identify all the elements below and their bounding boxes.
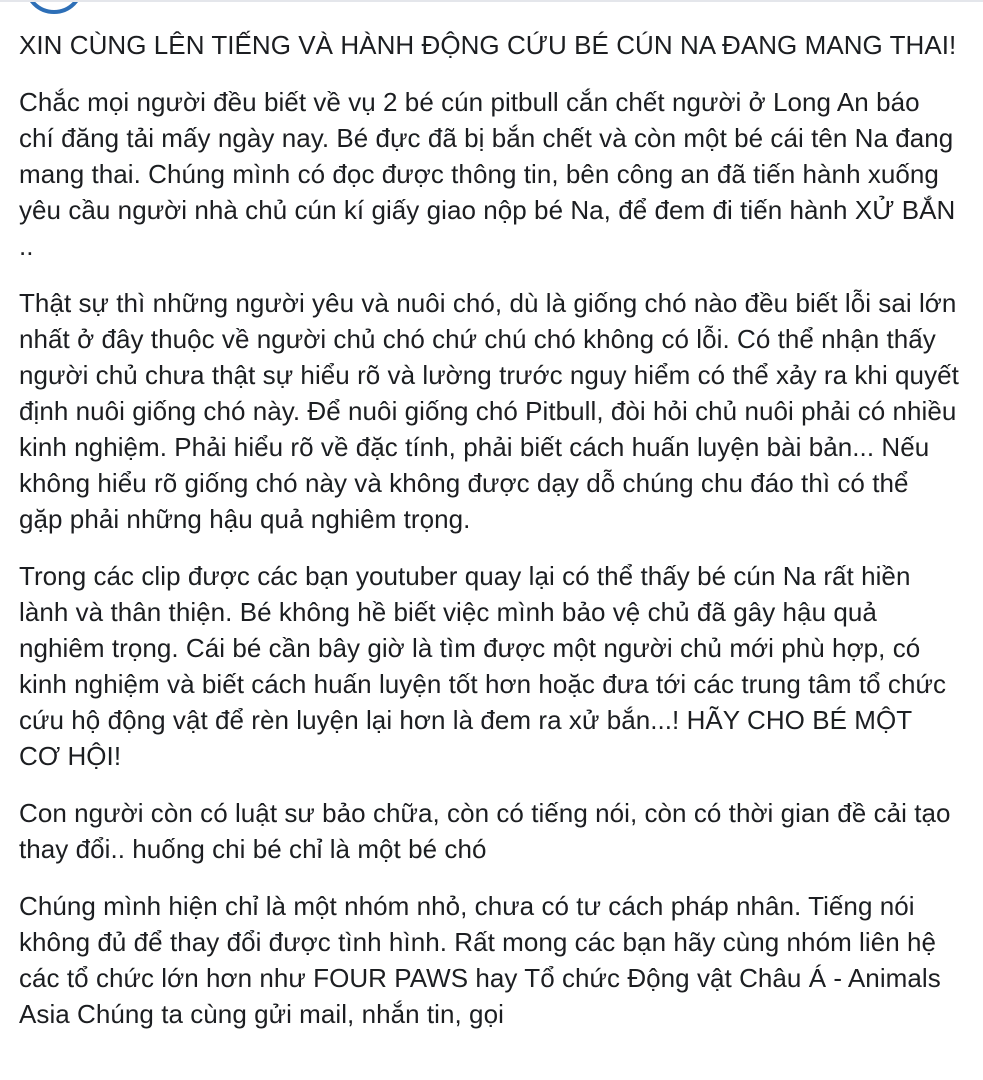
post-paragraph: Chắc mọi người đều biết về vụ 2 bé cún pitbull cắn chết người ở Long An báo chí đăng tải mấy ngày nay. Bé đực đã bị bắn chết và còn một bé cái tên Na đang mang thai. Chúng mình có đọc được thông tin, bên công an đã tiến hành xuống yêu cầu người nhà chủ cún kí giấy giao nộp bé Na, để đem đi tiến hành XỬ BẮN .. — [19, 87, 956, 261]
divider — [0, 0, 983, 2]
post-body — [19, 27, 959, 1032]
post-paragraph: Trong các clip được các bạn youtuber quay lại có thể thấy bé cún Na rất hiền lành và thân thiện. Bé không hề biết việc mình bảo vệ chủ đã gây hậu quả nghiêm trọng. Cái bé cần bây giờ là tìm được một người chủ mới phù hợp, có kinh nghiệm và biết cách huấn luyện tốt hơn hoặc đưa tới các trung tâm tổ chức cứu hộ động vật để rèn luyện lại hơn là đem ra xử bắn...! HÃY CHO BÉ MỘT CƠ HỘI! — [19, 561, 946, 771]
post-headline: XIN CÙNG LÊN TIẾNG VÀ HÀNH ĐỘNG CỨU BÉ CÚN NA ĐANG MANG THAI! — [19, 30, 957, 60]
post-paragraph: Con người còn có luật sư bảo chữa, còn có tiếng nói, còn có thời gian đề cải tạo thay đổi.. huống chi bé chỉ là một bé chó — [19, 798, 951, 864]
post-paragraph: Thật sự thì những người yêu và nuôi chó, dù là giống chó nào đều biết lỗi sai lớn nhất ở đây thuộc về người chủ chó chứ chú chó không có lỗi. Có thể nhận thấy người chủ chưa thật sự hiểu rõ và lường trước nguy hiểm có thể xảy ra khi quyết định nuôi giống chó này. Để nuôi giống chó Pitbull, đòi hỏi chủ nuôi phải có nhiều kinh nghiệm. Phải hiểu rõ về đặc tính, phải biết cách huấn luyện bài bản... Nếu không hiểu rõ giống chó này và không được dạy dỗ chúng chu đáo thì có thể gặp phải những hậu quả nghiêm trọng. — [19, 288, 959, 534]
avatar[interactable] — [24, 0, 84, 14]
post-paragraph: Chúng mình hiện chỉ là một nhóm nhỏ, chưa có tư cách pháp nhân. Tiếng nói không đủ để thay đổi được tình hình. Rất mong các bạn hãy cùng nhóm liên hệ các tổ chức lớn hơn như FOUR PAWS hay Tổ chức Động vật Châu Á - Animals Asia Chúng ta cùng gửi mail, nhắn tin, gọi — [19, 891, 941, 1029]
